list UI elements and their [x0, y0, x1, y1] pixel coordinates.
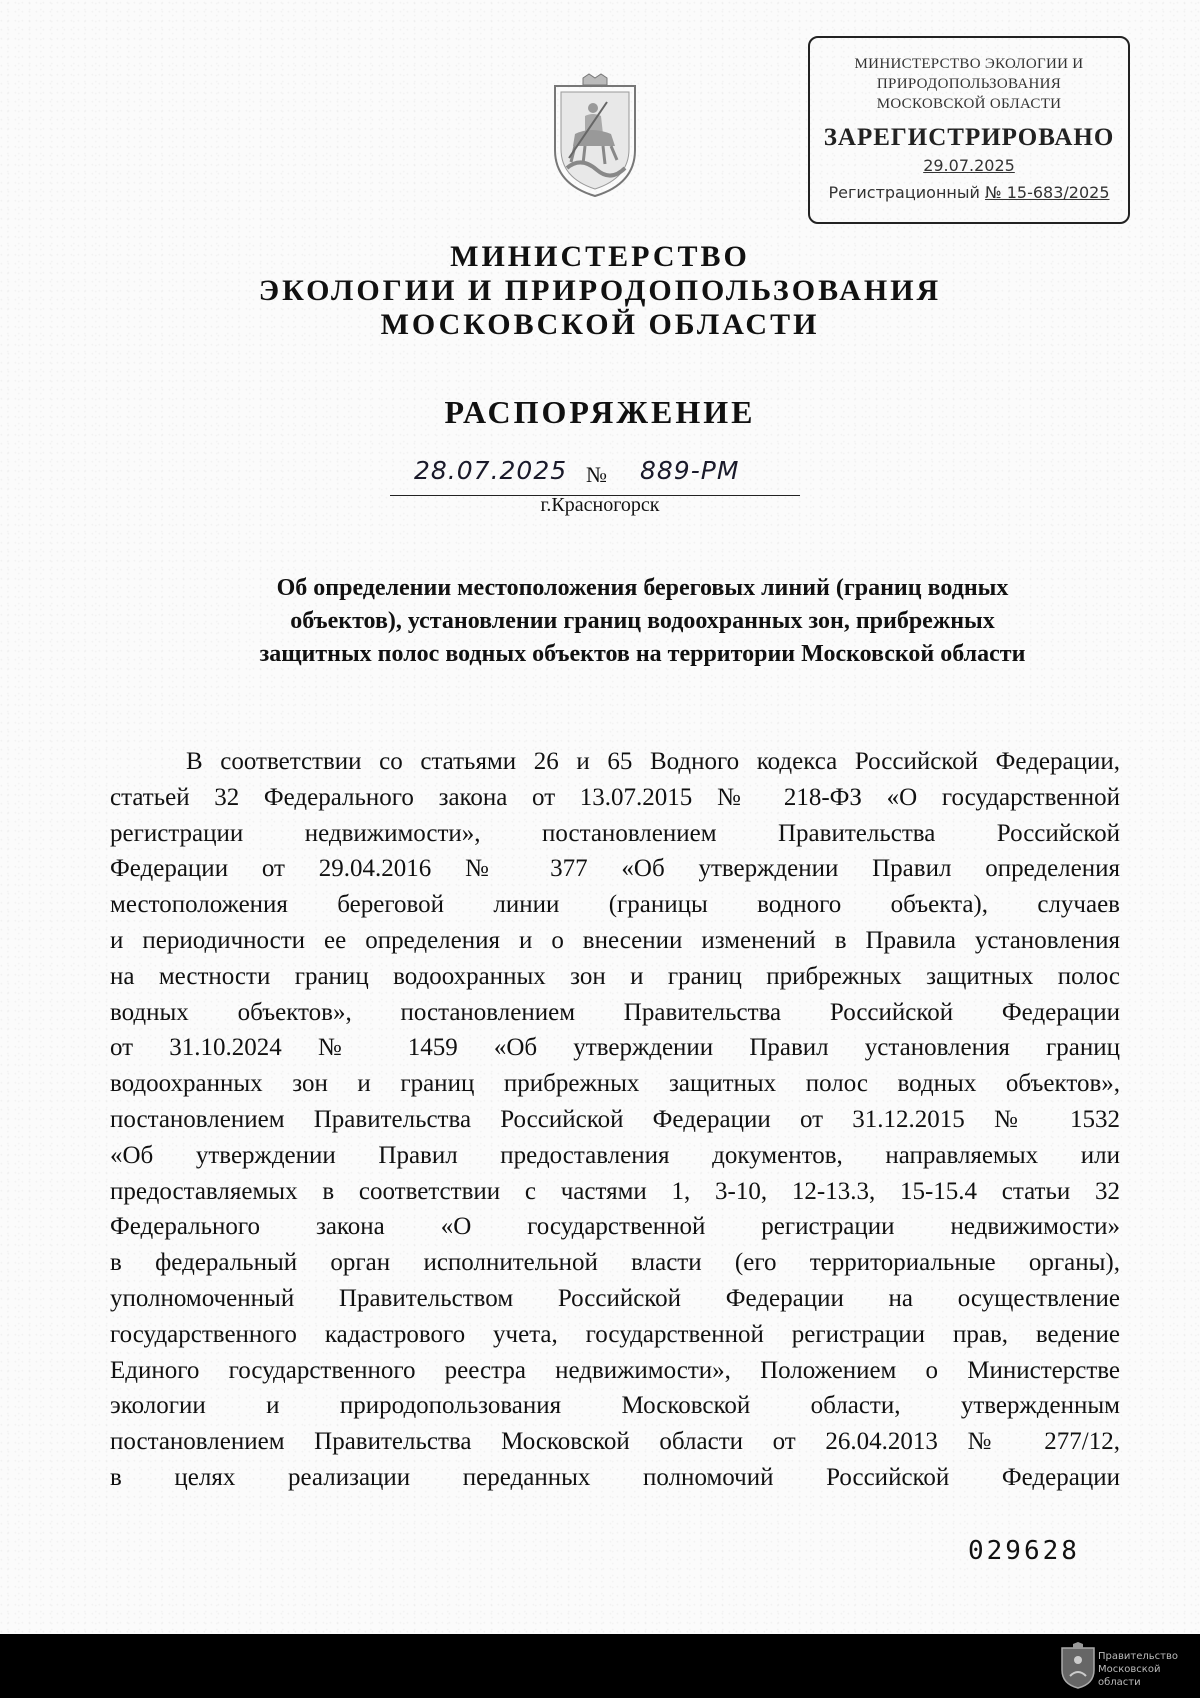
body-line: и периодичности ее определения и о внесении изменений в Правила установления [110, 926, 1120, 954]
stamp-status: ЗАРЕГИСТРИРОВАНО [823, 124, 1115, 151]
body-line: водных объектов», постановлением Правительства Российской Федерации [110, 998, 1120, 1026]
body-line: предоставляемых в соответствии с частями 1, 3-10, 12-13.3, 15-15.4 статьи 32 [110, 1177, 1120, 1205]
footer-line2: Московской области [1098, 1664, 1161, 1688]
stamp-reg-label: Регистрационный [828, 183, 980, 202]
body-line: Федерации от 29.04.2016 № 377 «Об утверждении Правил определения [110, 855, 1120, 883]
stamp-org-line2: ПРИРОДОПОЛЬЗОВАНИЯ [876, 76, 1062, 92]
coat-of-arms-icon [545, 72, 645, 200]
body-line: на местности границ водоохранных зон и границ прибрежных защитных полос [110, 962, 1120, 990]
subject-line3: защитных полос водных объектов на территории Московской области [259, 641, 1026, 667]
footer-line1: Правительство [1098, 1651, 1178, 1662]
registration-stamp [808, 36, 1130, 224]
body-line: экологии и природопользования Московской области, утвержденным [110, 1392, 1120, 1420]
body-line: водоохранных зон и границ прибрежных защитных полос водных объектов», [110, 1070, 1120, 1098]
subject-line1: Об определении местоположения береговых линий (границ водных [276, 575, 1009, 601]
body-line: регистрации недвижимости», постановлением Правительства Российской [110, 819, 1120, 847]
government-logo-icon [1058, 1642, 1098, 1690]
body-line: Федерального закона «О государственной регистрации недвижимости» [110, 1213, 1120, 1241]
document-number: 889-РМ [640, 456, 740, 485]
body-line: «Об утверждении Правил предоставления документов, направляемых или [110, 1141, 1120, 1169]
date-number-line [390, 456, 810, 496]
stamp-reg-number [810, 183, 1128, 202]
footer-org-name [1098, 1650, 1198, 1689]
document-date: 28.07.2025 [414, 456, 568, 485]
body-line: Единого государственного реестра недвижимости», Положением о Министерстве [110, 1356, 1120, 1384]
stamp-org-line3: МОСКОВСКОЙ ОБЛАСТИ [876, 96, 1062, 112]
number-sign: № [586, 462, 607, 487]
body-line: постановлением Правительства Российской Федерации от 31.12.2015 № 1532 [110, 1105, 1120, 1133]
ministry-line3: МОСКОВСКОЙ ОБЛАСТИ [380, 308, 820, 341]
subject-line2: объектов), установлении границ водоохранных зон, прибрежных [290, 608, 995, 634]
ministry-header [150, 240, 1050, 342]
body-line: в федеральный орган исполнительной власти (его территориальные органы), [110, 1249, 1120, 1277]
document-subject [175, 572, 1110, 671]
document-body [110, 744, 1120, 1496]
body-line: уполномоченный Правительством Российской Федерации на осуществление [110, 1284, 1120, 1312]
body-line: статьей 32 Федерального закона от 13.07.2015 № 218-ФЗ «О государственной [110, 783, 1120, 811]
body-line: постановлением Правительства Московской области от 26.04.2013 № 277/12, [110, 1428, 1120, 1456]
stamp-reg-value: № 15-683/2025 [984, 183, 1110, 202]
document-type: РАСПОРЯЖЕНИЕ [444, 394, 756, 430]
body-line: местоположения береговой линии (границы водного объекта), случаев [110, 891, 1120, 919]
body-line: государственного кадастрового учета, государственной регистрации прав, ведение [110, 1320, 1120, 1348]
document-city: г.Красногорск [540, 494, 660, 516]
document-serial-number: 029628 [968, 1536, 1080, 1566]
body-line: в целях реализации переданных полномочий Российской Федерации [110, 1463, 1120, 1491]
ministry-line2: ЭКОЛОГИИ И ПРИРОДОПОЛЬЗОВАНИЯ [258, 274, 942, 307]
ministry-line1: МИНИСТЕРСТВО [450, 240, 750, 273]
body-line: от 31.10.2024 № 1459 «Об утверждении Правил установления границ [110, 1034, 1120, 1062]
stamp-org-line1: МИНИСТЕРСТВО ЭКОЛОГИИ И [854, 56, 1084, 72]
footer-bar [0, 1634, 1200, 1698]
body-line: В соответствии со статьями 26 и 65 Водного кодекса Российской Федерации, [186, 748, 1120, 775]
stamp-date: 29.07.2025 [923, 156, 1015, 175]
